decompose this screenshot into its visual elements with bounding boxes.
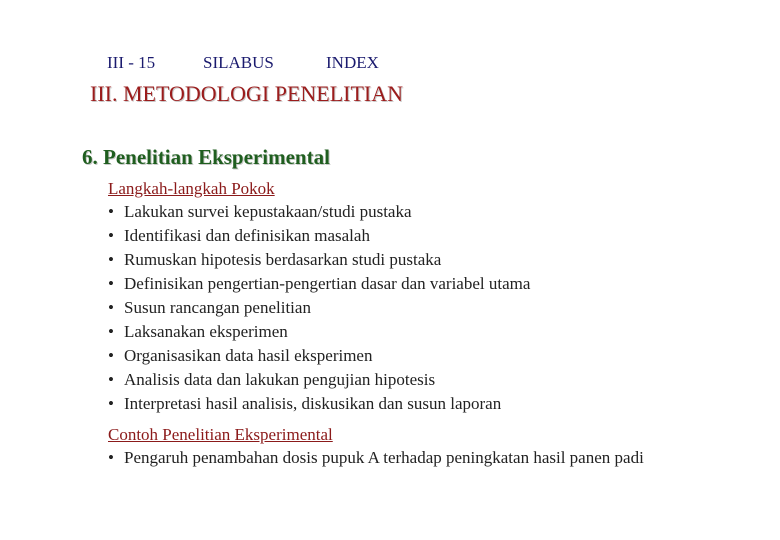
list-item-text: Analisis data dan lakukan pengujian hipotesis <box>124 370 436 389</box>
example-list <box>108 446 668 470</box>
example-block <box>108 423 668 470</box>
list-item <box>108 272 530 296</box>
list-item-text: Laksanakan eksperimen <box>124 322 288 341</box>
bullet-icon: • <box>108 322 114 341</box>
list-item-text: Rumuskan hipotesis berdasarkan studi pustaka <box>124 250 442 269</box>
list-item <box>108 392 530 416</box>
list-item <box>108 296 530 320</box>
bullet-icon: • <box>108 226 114 245</box>
section-title: 6. Penelitian Eksperimental <box>82 145 330 169</box>
list-item-text: Interpretasi hasil analisis, diskusikan dan susun laporan <box>124 394 502 413</box>
list-item <box>108 224 530 248</box>
list-item <box>108 446 668 470</box>
bullet-icon: • <box>108 202 114 221</box>
list-item-text: Organisasikan data hasil eksperimen <box>124 346 373 365</box>
list-item <box>108 200 530 224</box>
bullet-icon: • <box>108 370 114 389</box>
page-ref-link[interactable]: III - 15 <box>107 53 156 72</box>
bullet-icon: • <box>108 448 114 467</box>
steps-heading: Langkah-langkah Pokok <box>108 179 275 198</box>
bullet-icon: • <box>108 250 114 269</box>
bullet-icon: • <box>108 346 114 365</box>
list-item <box>108 368 530 392</box>
bullet-icon: • <box>108 298 114 317</box>
list-item-text: Pengaruh penambahan dosis pupuk A terhadap peningkatan hasil panen padi <box>124 448 644 467</box>
list-item-text: Identifikasi dan definisikan masalah <box>124 226 370 245</box>
list-item <box>108 344 530 368</box>
silabus-link[interactable]: SILABUS <box>203 53 274 72</box>
list-item-text: Lakukan survei kepustakaan/studi pustaka <box>124 202 412 221</box>
bullet-icon: • <box>108 394 114 413</box>
bullet-icon: • <box>108 274 114 293</box>
list-item <box>108 248 530 272</box>
list-item-text: Susun rancangan penelitian <box>124 298 311 317</box>
steps-block <box>108 177 530 416</box>
example-heading: Contoh Penelitian Eksperimental <box>108 425 333 444</box>
index-link[interactable]: INDEX <box>326 53 379 72</box>
list-item <box>108 320 530 344</box>
steps-list <box>108 200 530 416</box>
list-item-text: Definisikan pengertian-pengertian dasar dan variabel utama <box>124 274 531 293</box>
main-title: III. METODOLOGI PENELITIAN <box>90 81 404 106</box>
